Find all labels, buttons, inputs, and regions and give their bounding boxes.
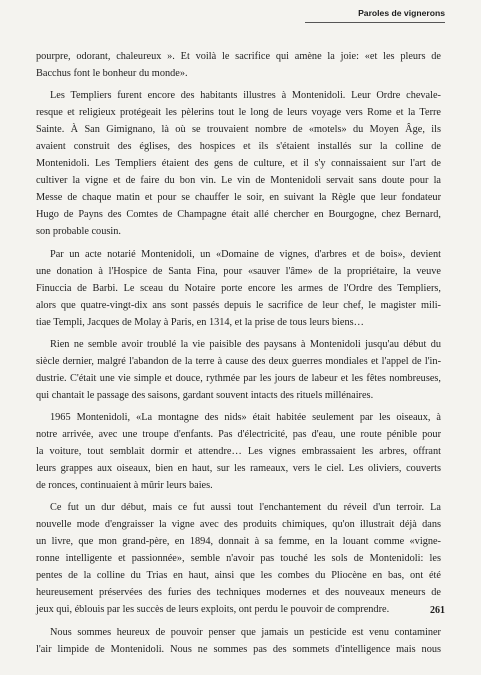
text-line: jeux qui, éblouis par les succès de leurs exploits, ont perdu le pouvoir de comprendre. [36,604,390,616]
text-line: dustrie. C'était une vie simple et douce, rythmée par les jours de labeur et les fêtes nombreuses, [36,372,441,384]
text-line: pentes de la colline du Trias en haut, ainsi que les combes du Pliocène en bas, ont été [36,570,441,582]
body-text [36,48,441,658]
text-line: Hugo de Payns des Comtes de Champagne était allé chercher en Bourgogne, chez Bernard, [36,209,441,221]
text-line: tiae Templi, Jacques de Molay à Paris, en 1314, et la prise de tous leurs biens… [36,316,364,328]
text-line: une donation à l'Hospice de Santa Fina, pour «sauver l'âme» de la propriétaire, la veuve [36,265,441,277]
text-line: de ronces, continuaient à mûrir leurs baies. [36,480,213,492]
text-line: Nous sommes heureux de pouvoir penser que jamais un pesticide est venu contaminer [50,626,441,638]
text-line: Les Templiers furent encore des habitants illustres à Montenidoli. Leur Ordre chevale- [50,90,441,102]
text-line: Par un acte notarié Montenidoli, un «Domaine de vignes, d'arbres et de bois», devient [50,248,441,260]
text-line: Montenidoli. Les Templiers étaient des gens de culture, et il s'y connaissaient sur l'art de [36,158,441,170]
text-line: l'air limpide de Montenidoli. Nous ne sommes pas des sommets d'intelligence mais nous [36,643,441,655]
paragraph [36,624,441,658]
paragraph [36,499,441,618]
paragraph [36,48,441,82]
text-line: siècle dernier, malgré l'abandon de la terre à cause des deux guerres mondiales et l'appel de l'in- [36,355,441,367]
text-line: son probable cousin. [36,226,121,238]
text-line: leurs grappes aux oiseaux, bien en haut, sur les rameaux, vers le ciel. Les oliviers, couverts [36,463,441,475]
paragraph [36,246,441,331]
text-line: notre arrivée, avec une troupe d'enfants. Pas d'électricité, pas d'eau, une route pénible pour [36,428,441,440]
text-line: heureusement préservées des furies des techniques modernes et des nouveaux meneurs de [36,587,441,599]
text-line: pourpre, odorant, chaleureux ». Et voilà le sacrifice qui amène la joie: «et les pleurs de [36,51,441,62]
text-line: Ce fut un dur début, mais ce fut aussi tout l'enchantement du réveil d'un terroir. La [50,502,441,514]
text-line: Sainte. À San Gimignano, là où se trouvaient nombre de «motels» du Moyen Âge, ils [36,124,441,136]
text-line: resque et religieux protégeait les pèlerins tout le long de leurs voyage vers Rome et la Terre [36,107,441,119]
text-line: Messe de chaque matin et pour se chauffer le soir, en suivant la Règle que leur fondateur [36,192,441,204]
text-line: la voiture, tout semblait dormir et attendre… Les vignes embrassaient les arbres, offrant [36,446,441,458]
text-line: cultiver la vigne et de faire du bon vin. Le vin de Montenidoli servait sans doute pour la [36,175,441,187]
page-number: 261 [430,605,445,616]
running-head: Paroles de vignerons [305,8,445,23]
text-line: avaient construit des églises, des hospices et ils s'étaient installés sur la colline de [36,141,441,153]
text-line: Rien ne semble avoir troublé la vie paisible des paysans à Montenidoli jusqu'au début du [50,338,441,350]
text-line: ronne intelligente et passionnée», semble n'avoir pas touché les sols de Montenidoli: les [36,553,441,565]
paragraph [36,87,441,240]
text-line: Finuccia de Barbi. Le sceau du Notaire porte encore les armes de l'Ordre des Templiers, [36,282,441,294]
text-line: Bacchus font le bonheur du monde». [36,68,188,80]
text-line: nouvelle mode d'engraisser la vigne avec des produits chimiques, qu'on illustrait déjà dans [36,519,441,531]
text-line: 1965 Montenidoli, «La montagne des nids» était habitée seulement par les oiseaux, à [50,411,441,423]
paragraph [36,409,441,494]
text-line: qui chantait le passage des saisons, gardant souvent intacts des rituels millénaires. [36,389,374,401]
text-line: un livre, que mon grand-père, en 1894, donnait à sa femme, en la louant comme «vigne- [36,536,441,548]
text-line: alors que quatre-vingt-dix ans sont passés depuis le sacrifice de leur chef, le magister mili- [36,299,441,311]
paragraph [36,336,441,404]
